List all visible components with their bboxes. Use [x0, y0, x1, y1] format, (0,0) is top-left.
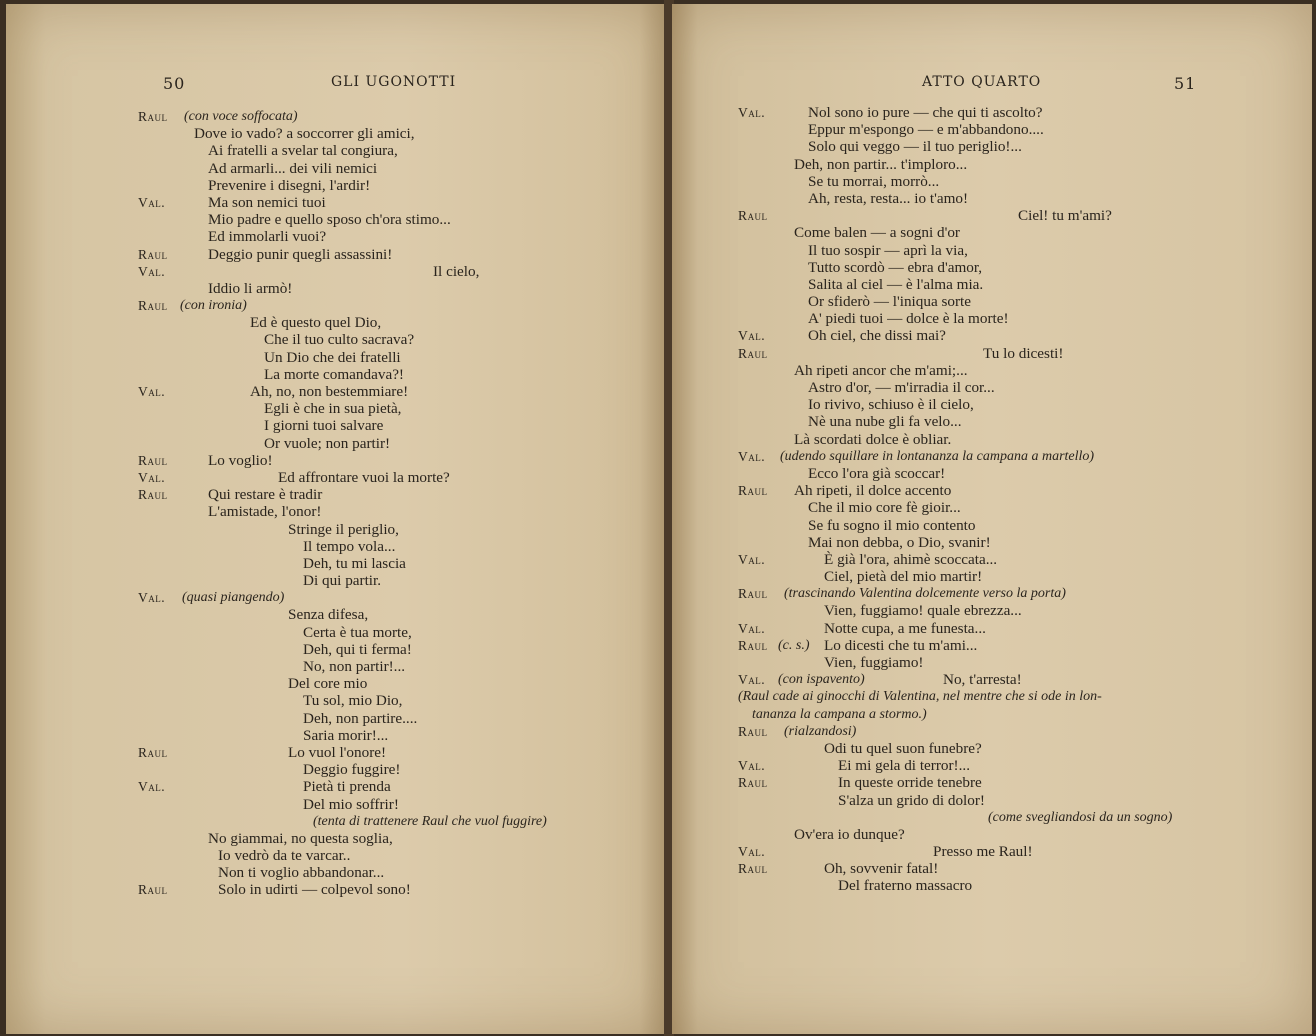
verse-line	[138, 331, 658, 348]
verse-line	[738, 809, 1298, 826]
verse-text: Senza difesa,	[288, 606, 369, 624]
speaker-name: Val.	[138, 384, 166, 399]
verse-text: Deh, qui ti ferma!	[303, 640, 412, 658]
verse-text: Lo dicesti che tu m'ami...	[824, 636, 978, 654]
verse-line	[138, 864, 658, 881]
verse-line	[138, 830, 658, 847]
verse-line	[138, 881, 658, 898]
verse-line	[138, 658, 658, 675]
right-page	[672, 4, 1312, 1034]
verse-line	[738, 534, 1298, 551]
verse-text: Vien, fuggiamo! quale ebrezza...	[824, 602, 1022, 620]
verse-line	[738, 345, 1298, 362]
verse-text: Iddio li armò!	[208, 279, 293, 297]
stage-direction: (tenta di trattenere Raul che vuol fuggire)	[313, 813, 547, 829]
verse-line	[738, 826, 1298, 843]
verse-text: Eppur m'espongo — e m'abbandono....	[808, 121, 1044, 139]
page-number: 50	[163, 74, 186, 93]
verse-text: Prevenire i disegni, l'ardir!	[208, 176, 371, 194]
verse-text: Oh ciel, che dissi mai?	[808, 327, 946, 345]
verse-text: Tu lo dicesti!	[983, 344, 1064, 362]
verse-line	[138, 469, 658, 486]
verse-text: Ecco l'ora già scoccar!	[808, 464, 946, 482]
verse-text: A' piedi tuoi — dolce è la morte!	[808, 310, 1009, 328]
verse-text: Deggio fuggire!	[303, 761, 401, 779]
verse-text: Che il mio core fè gioir...	[808, 499, 961, 517]
verse-text: Ed è questo quel Dio,	[250, 314, 382, 332]
verse-text: Nè una nube gli fa velo...	[808, 413, 962, 431]
verse-text: Ciel! tu m'ami?	[1018, 207, 1112, 225]
verse-line	[138, 194, 658, 211]
verse-line	[138, 211, 658, 228]
verse-line	[738, 190, 1298, 207]
verse-line	[138, 572, 658, 589]
verse-text: Come balen — a sogni d'or	[794, 224, 960, 242]
verse-line	[738, 706, 1298, 723]
verse-line	[138, 435, 658, 452]
verse-line	[738, 207, 1298, 224]
verse-text: I giorni tuoi salvare	[264, 417, 384, 435]
verse-line	[738, 792, 1298, 809]
verse-line	[138, 761, 658, 778]
verse-line	[138, 142, 658, 159]
verse-text: Deh, non partire....	[303, 709, 418, 727]
verse-line	[138, 246, 658, 263]
speaker-name: Val.	[738, 551, 766, 567]
verse-text: Ciel, pietà del mio martir!	[824, 568, 983, 586]
speaker-name: Val.	[138, 590, 166, 606]
stage-direction: (come svegliandosi da un sogno)	[988, 809, 1173, 825]
verse-text: Ah, no, non bestemmiare!	[250, 383, 409, 400]
speaker-name: Raul	[738, 586, 768, 602]
speaker-name: Val.	[738, 448, 766, 464]
verse-text: Ed affrontare vuoi la morte?	[278, 468, 450, 486]
verse-text: Ah ripeti, il dolce accento	[794, 482, 952, 500]
page-number: 51	[1174, 74, 1197, 93]
left-text-block	[138, 108, 658, 899]
verse-text: Il tempo vola...	[303, 537, 396, 555]
verse-line	[738, 224, 1298, 241]
verse-line	[738, 654, 1298, 671]
verse-text: Non ti voglio abbandonar...	[218, 864, 385, 882]
verse-line	[738, 310, 1298, 327]
verse-line	[738, 774, 1298, 791]
verse-text: S'alza un grido di dolor!	[838, 791, 985, 809]
verse-line	[738, 448, 1298, 465]
verse-text: Del mio soffrir!	[303, 795, 399, 813]
verse-line	[738, 379, 1298, 396]
verse-text: Or vuole; non partir!	[264, 434, 391, 452]
verse-line	[738, 688, 1298, 705]
verse-text: Io rivivo, schiuso è il cielo,	[808, 396, 974, 414]
verse-line	[738, 156, 1298, 173]
verse-line	[138, 383, 658, 400]
stage-direction: (con voce soffocata)	[184, 109, 298, 124]
stage-direction: (c. s.)	[778, 637, 810, 653]
verse-line	[738, 396, 1298, 413]
speaker-name: Raul	[738, 483, 768, 499]
verse-line	[138, 228, 658, 245]
speaker-name: Val.	[738, 758, 766, 774]
speaker-name: Raul	[738, 637, 768, 653]
stage-direction: (con ispavento)	[778, 672, 865, 688]
verse-line	[138, 280, 658, 297]
speaker-name: Val.	[738, 844, 766, 860]
verse-line	[738, 620, 1298, 637]
verse-line	[738, 568, 1298, 585]
verse-line	[738, 843, 1298, 860]
verse-line	[138, 400, 658, 417]
speaker-name: Val.	[138, 779, 166, 795]
speaker-name: Val.	[738, 328, 766, 344]
verse-text: Deh, tu mi lascia	[303, 554, 406, 572]
verse-text: Ed immolarli vuoi?	[208, 228, 327, 246]
verse-text: Oh, sovvenir fatal!	[824, 860, 939, 878]
verse-line	[138, 555, 658, 572]
verse-text: Lo vuol l'onore!	[288, 743, 387, 761]
verse-text: Ad armarli... dei vili nemici	[208, 159, 378, 177]
speaker-name: Raul	[138, 109, 168, 124]
verse-text: Ov'era io dunque?	[794, 825, 905, 843]
verse-line	[138, 727, 658, 744]
verse-line	[138, 452, 658, 469]
verse-text: Tutto scordò — ebra d'amor,	[808, 258, 983, 276]
speaker-name: Val.	[738, 672, 766, 688]
verse-line	[138, 366, 658, 383]
speaker-name: Raul	[738, 861, 768, 877]
speaker-name: Val.	[138, 263, 166, 279]
verse-line	[738, 757, 1298, 774]
verse-line	[738, 860, 1298, 877]
verse-line	[738, 431, 1298, 448]
verse-line	[138, 538, 658, 555]
speaker-name: Val.	[738, 105, 766, 120]
verse-line	[138, 521, 658, 538]
verse-text: Egli è che in sua pietà,	[264, 400, 402, 418]
verse-text: Certa è tua morte,	[303, 623, 412, 641]
verse-line	[738, 723, 1298, 740]
stage-direction: (trascinando Valentina dolcemente verso la porta)	[784, 586, 1066, 602]
verse-text: In queste orride tenebre	[838, 774, 982, 792]
verse-line	[738, 413, 1298, 430]
verse-line	[138, 692, 658, 709]
verse-text: Del core mio	[288, 675, 368, 693]
speaker-name: Raul	[138, 452, 168, 468]
verse-line	[738, 482, 1298, 499]
speaker-name: Raul	[738, 723, 768, 739]
stage-direction: tananza la campana a stormo.)	[752, 706, 927, 722]
speaker-name: Raul	[138, 298, 168, 314]
verse-text: No, non partir!...	[303, 658, 406, 675]
verse-line	[738, 327, 1298, 344]
verse-text: Ei mi gela di terror!...	[838, 757, 971, 775]
verse-text: Saria morir!...	[303, 726, 389, 744]
verse-line	[738, 104, 1298, 121]
verse-text: Il tuo sospir — aprì la via,	[808, 241, 968, 259]
stage-direction: (rialzandosi)	[784, 723, 857, 739]
verse-line	[738, 671, 1298, 688]
verse-text: Solo in udirti — colpevol sono!	[218, 881, 411, 899]
verse-line	[138, 796, 658, 813]
verse-line	[138, 125, 658, 142]
verse-line	[738, 362, 1298, 379]
running-head: GLI UGONOTTI	[331, 74, 457, 90]
verse-text: Se tu morrai, morrò...	[808, 172, 940, 190]
verse-line	[138, 417, 658, 434]
verse-text: Del fraterno massacro	[838, 877, 973, 895]
speaker-name: Raul	[138, 487, 168, 503]
verse-line	[738, 602, 1298, 619]
right-text-block	[738, 104, 1298, 895]
speaker-name: Raul	[738, 345, 768, 361]
verse-text: Qui restare è tradir	[208, 486, 323, 504]
verse-line	[138, 778, 658, 795]
speaker-name: Val.	[138, 469, 166, 485]
verse-text: Solo qui veggo — il tuo periglio!...	[808, 138, 1022, 156]
verse-text: La morte comandava?!	[264, 365, 404, 383]
left-page	[6, 4, 666, 1034]
verse-line	[138, 160, 658, 177]
verse-line	[138, 297, 658, 314]
verse-text: Astro d'or, — m'irradia il cor...	[808, 379, 995, 396]
verse-line	[738, 259, 1298, 276]
verse-line	[138, 847, 658, 864]
verse-line	[738, 499, 1298, 516]
verse-line	[138, 503, 658, 520]
verse-line	[138, 486, 658, 503]
verse-text: No, t'arresta!	[943, 671, 1022, 689]
verse-text: Dove io vado? a soccorrer gli amici,	[194, 125, 415, 143]
verse-line	[738, 877, 1298, 894]
speaker-name: Raul	[138, 882, 168, 898]
verse-text: Là scordati dolce è obliar.	[794, 430, 952, 448]
verse-line	[738, 637, 1298, 654]
verse-text: Ah, resta, resta... io t'amo!	[808, 189, 969, 207]
verse-text: No giammai, no questa soglia,	[208, 829, 393, 847]
verse-line	[138, 744, 658, 761]
verse-line	[138, 813, 658, 830]
verse-text: Di qui partir.	[303, 572, 382, 590]
verse-line	[738, 585, 1298, 602]
verse-line	[138, 624, 658, 641]
stage-direction: (Raul cade ai ginocchi di Valentina, nel mentre che si ode in lon-	[738, 689, 1102, 705]
verse-line	[738, 293, 1298, 310]
verse-text: Vien, fuggiamo!	[824, 654, 924, 671]
verse-text: Tu sol, mio Dio,	[303, 692, 403, 710]
verse-line	[738, 465, 1298, 482]
verse-line	[738, 138, 1298, 155]
verse-text: Un Dio che dei fratelli	[264, 348, 401, 366]
verse-line	[738, 121, 1298, 138]
verse-text: Mai non debba, o Dio, svanir!	[808, 533, 991, 551]
verse-line	[738, 173, 1298, 190]
verse-text: Che il tuo culto sacrava?	[264, 331, 415, 349]
verse-text: Lo voglio!	[208, 451, 273, 469]
speaker-name: Val.	[138, 194, 166, 210]
verse-text: Salita al ciel — è l'alma mia.	[808, 275, 984, 293]
verse-text: Deggio punir quegli assassini!	[208, 245, 393, 263]
verse-text: Or sfiderò — l'iniqua sorte	[808, 293, 972, 311]
verse-text: Mio padre e quello sposo ch'ora stimo...	[208, 211, 451, 229]
stage-direction: (udendo squillare in lontananza la campana a martello)	[780, 448, 1095, 464]
running-head: ATTO QUARTO	[922, 74, 1042, 90]
verse-line	[138, 641, 658, 658]
verse-line	[738, 551, 1298, 568]
verse-text: L'amistade, l'onor!	[208, 503, 322, 521]
verse-text: Nol sono io pure — che qui ti ascolto?	[808, 104, 1043, 121]
verse-line	[738, 740, 1298, 757]
verse-text: Notte cupa, a me funesta...	[824, 619, 986, 637]
verse-text: Presso me Raul!	[933, 843, 1033, 861]
speaker-name: Raul	[138, 246, 168, 262]
verse-text: Deh, non partir... t'imploro...	[794, 155, 968, 173]
verse-text: Ah ripeti ancor che m'ami;...	[794, 361, 968, 379]
verse-line	[138, 108, 658, 125]
verse-line	[738, 242, 1298, 259]
speaker-name: Raul	[738, 775, 768, 791]
verse-text: Se fu sogno il mio contento	[808, 516, 976, 534]
verse-text: Odi tu quel suon funebre?	[824, 739, 982, 757]
verse-line	[738, 517, 1298, 534]
verse-line	[138, 710, 658, 727]
verse-line	[138, 606, 658, 623]
verse-text: Pietà ti prenda	[303, 778, 391, 796]
speaker-name: Val.	[738, 620, 766, 636]
verse-line	[138, 177, 658, 194]
verse-text: Il cielo,	[433, 262, 480, 280]
verse-line	[138, 263, 658, 280]
verse-text: Ai fratelli a svelar tal congiura,	[208, 142, 398, 160]
verse-line	[138, 675, 658, 692]
verse-text: È già l'ora, ahimè scoccata...	[824, 550, 998, 568]
stage-direction: (con ironia)	[180, 298, 247, 314]
speaker-name: Raul	[138, 744, 168, 760]
verse-text: Ma son nemici tuoi	[208, 193, 326, 211]
verse-line	[738, 276, 1298, 293]
verse-text: Stringe il periglio,	[288, 520, 399, 538]
speaker-name: Raul	[738, 208, 768, 224]
verse-text: Io vedrò da te varcar..	[218, 847, 351, 865]
stage-direction: (quasi piangendo)	[182, 590, 285, 606]
verse-line	[138, 314, 658, 331]
verse-line	[138, 349, 658, 366]
verse-line	[138, 589, 658, 606]
